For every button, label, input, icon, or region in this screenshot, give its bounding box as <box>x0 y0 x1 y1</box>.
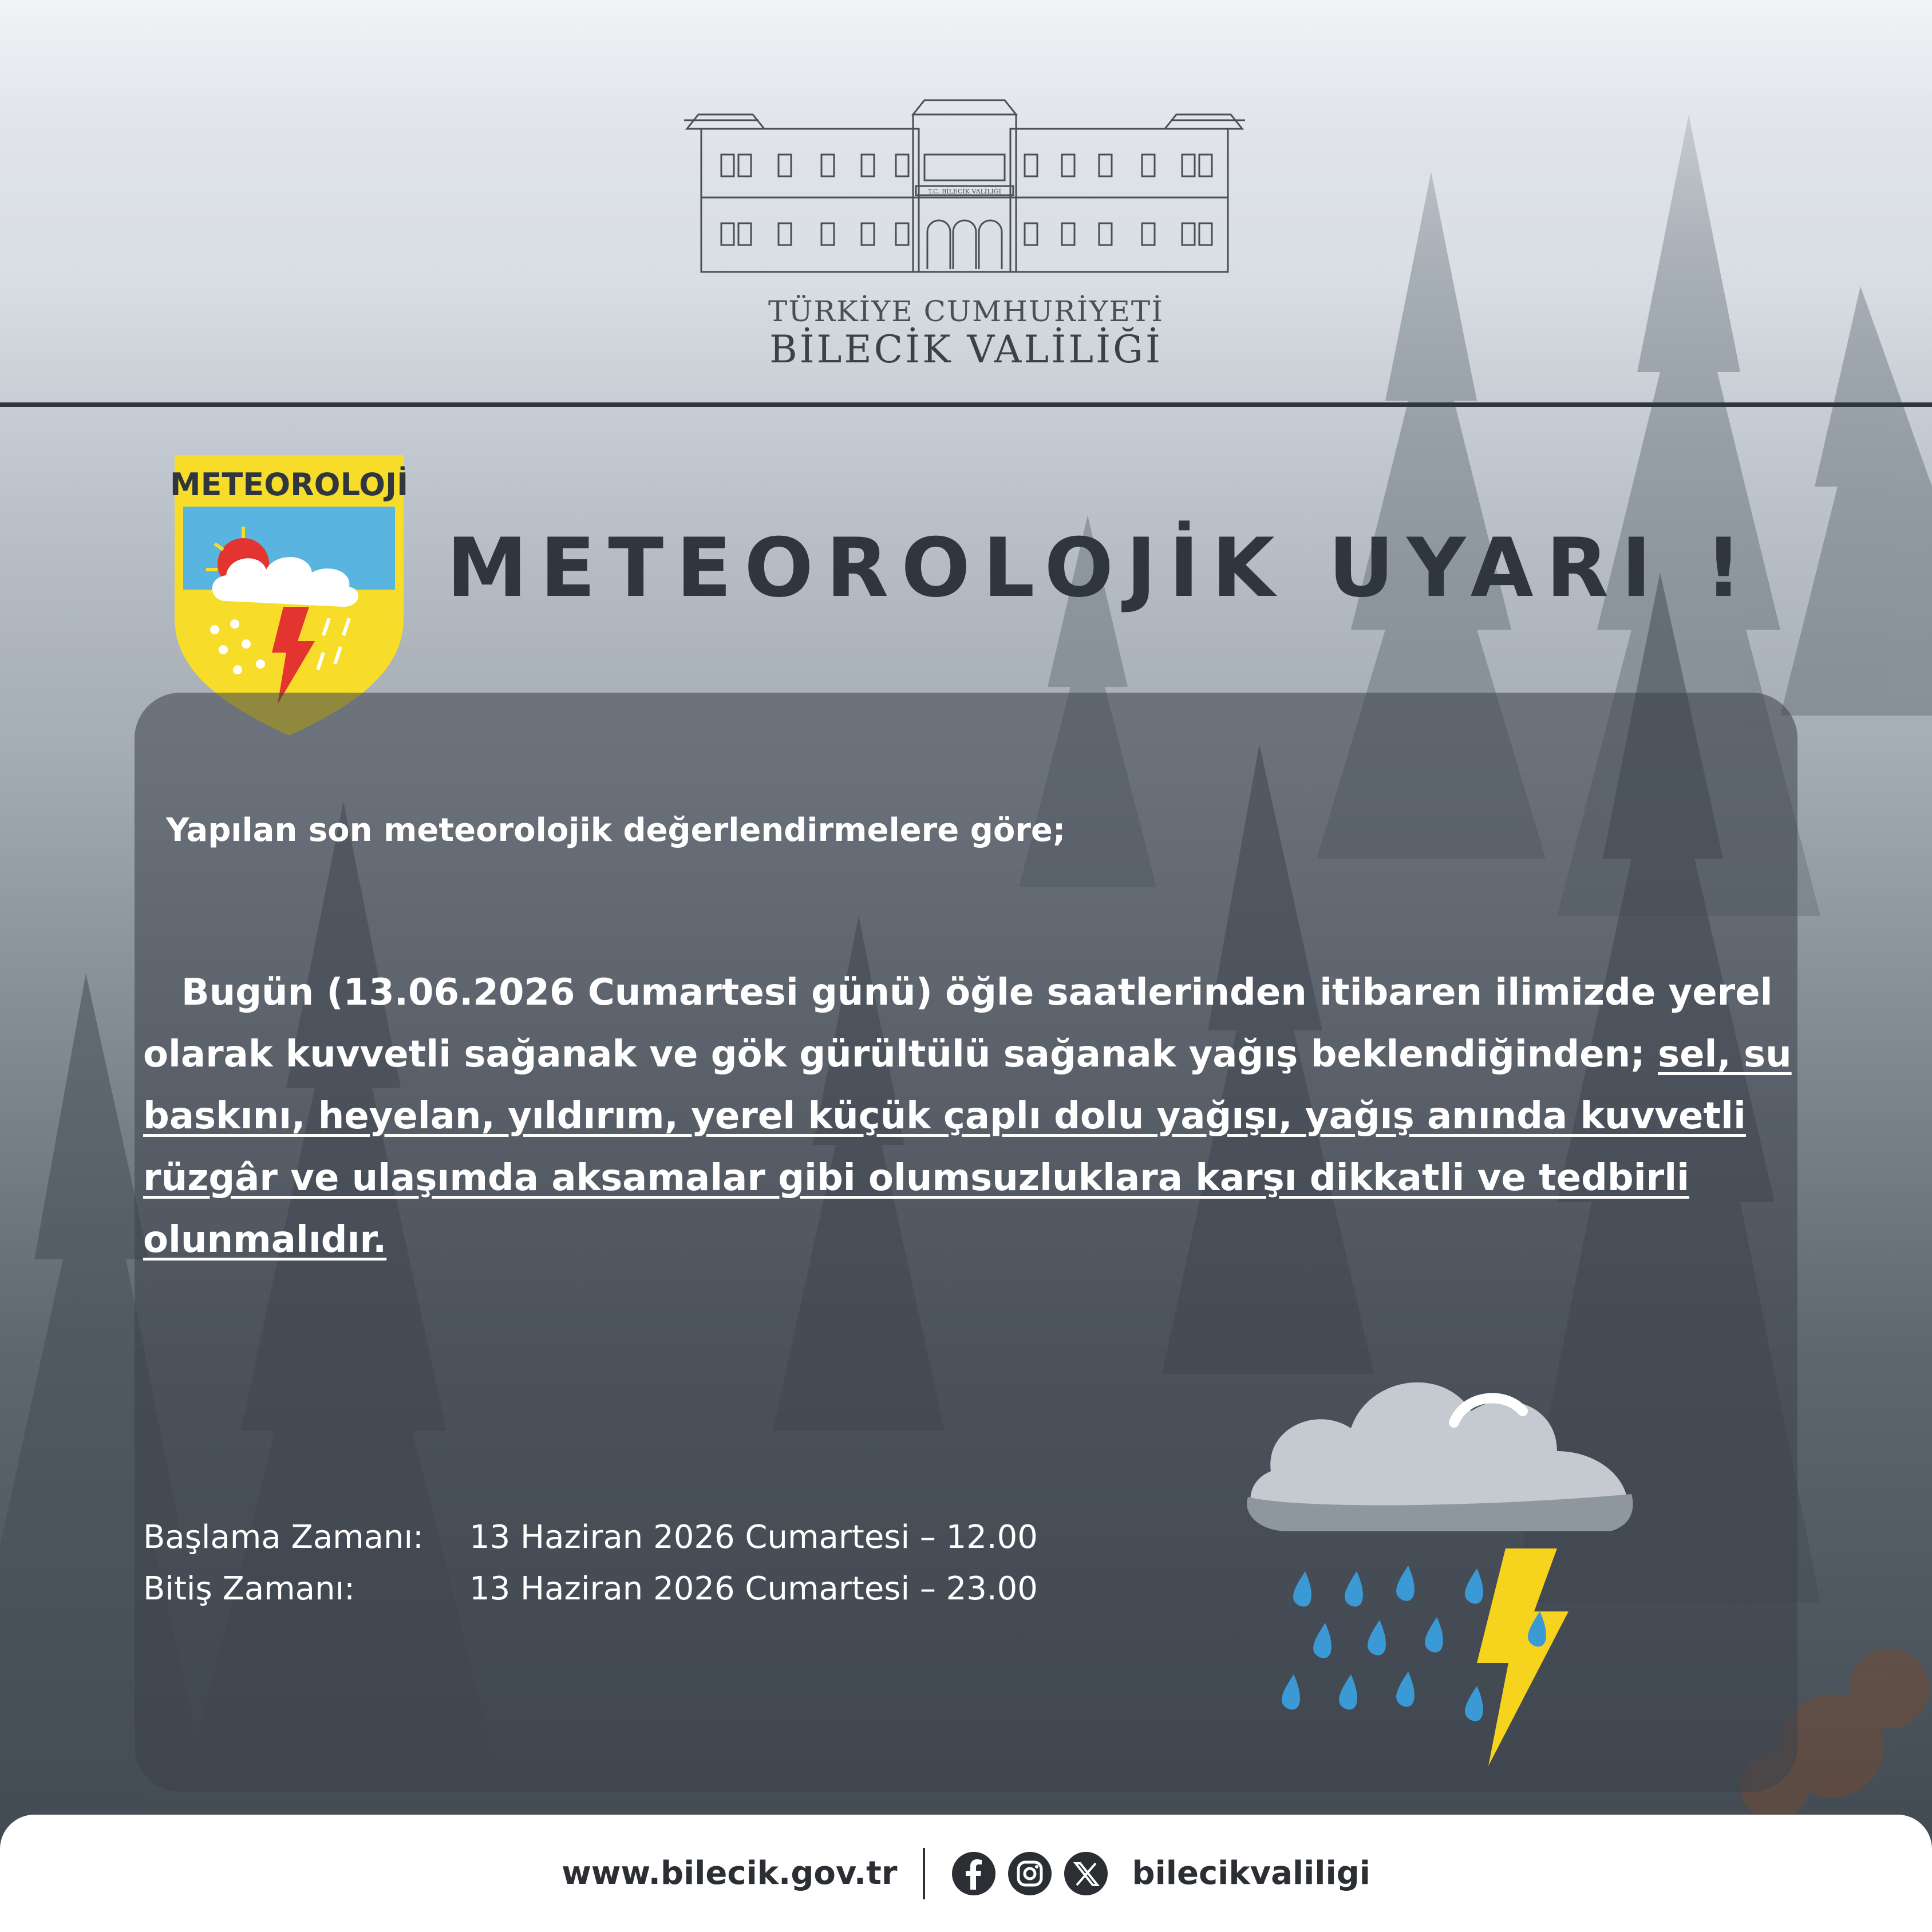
warning-body <box>143 962 1792 1271</box>
website-link[interactable]: www.bilecik.gov.tr <box>562 1855 898 1892</box>
governorship-building-logo <box>684 97 1245 275</box>
start-time-value: 13 Haziran 2026 Cumartesi – 12.00 <box>469 1518 1038 1556</box>
header-divider <box>0 402 1932 407</box>
social-handle[interactable]: bilecikvaliligi <box>1132 1855 1370 1892</box>
start-time-row <box>143 1511 1038 1563</box>
footer-separator <box>923 1848 925 1899</box>
warning-body-plain: Bugün (13.06.2026 Cumartesi günü) öğle saatlerinden itibaren ilimizde yerel olarak kuvvetli sağanak ve gök gürültülü sağanak yağış beklendiğinden; <box>143 971 1773 1076</box>
end-time-value: 13 Haziran 2026 Cumartesi – 23.00 <box>469 1570 1038 1607</box>
warning-title: METEOROLOJİK UYARI ! <box>447 521 1755 615</box>
meteoroloji-logo-text: METEOROLOJİ <box>169 467 409 503</box>
facebook-icon[interactable] <box>951 1851 997 1897</box>
time-info <box>143 1511 1038 1614</box>
end-time-label: Bitiş Zamanı: <box>143 1570 355 1607</box>
instagram-icon[interactable] <box>1007 1851 1053 1897</box>
footer-bar <box>0 1815 1932 1932</box>
storm-cloud-icon <box>1236 1342 1649 1777</box>
building-sign-text: T.C. BİLECİK VALİLİĞİ <box>927 188 1002 195</box>
gov-title-line1: TÜRKİYE CUMHURİYETİ <box>768 295 1164 328</box>
gov-title-line2: BİLECİK VALİLİĞİ <box>769 327 1163 372</box>
x-icon[interactable] <box>1063 1851 1109 1897</box>
intro-text: Yapılan son meteorolojik değerlendirmelere göre; <box>166 812 1066 849</box>
start-time-label: Başlama Zamanı: <box>143 1518 424 1556</box>
warning-body-underlined: sel, su baskını, heyelan, yıldırım, yerel küçük çaplı dolu yağışı, yağış anında kuvvetli rüzgâr ve ulaşımda aksamalar gibi olumsuzluklara karşı dikkatli ve tedbirli olunmalıdır. <box>143 1033 1792 1261</box>
end-time-row <box>143 1563 1038 1614</box>
